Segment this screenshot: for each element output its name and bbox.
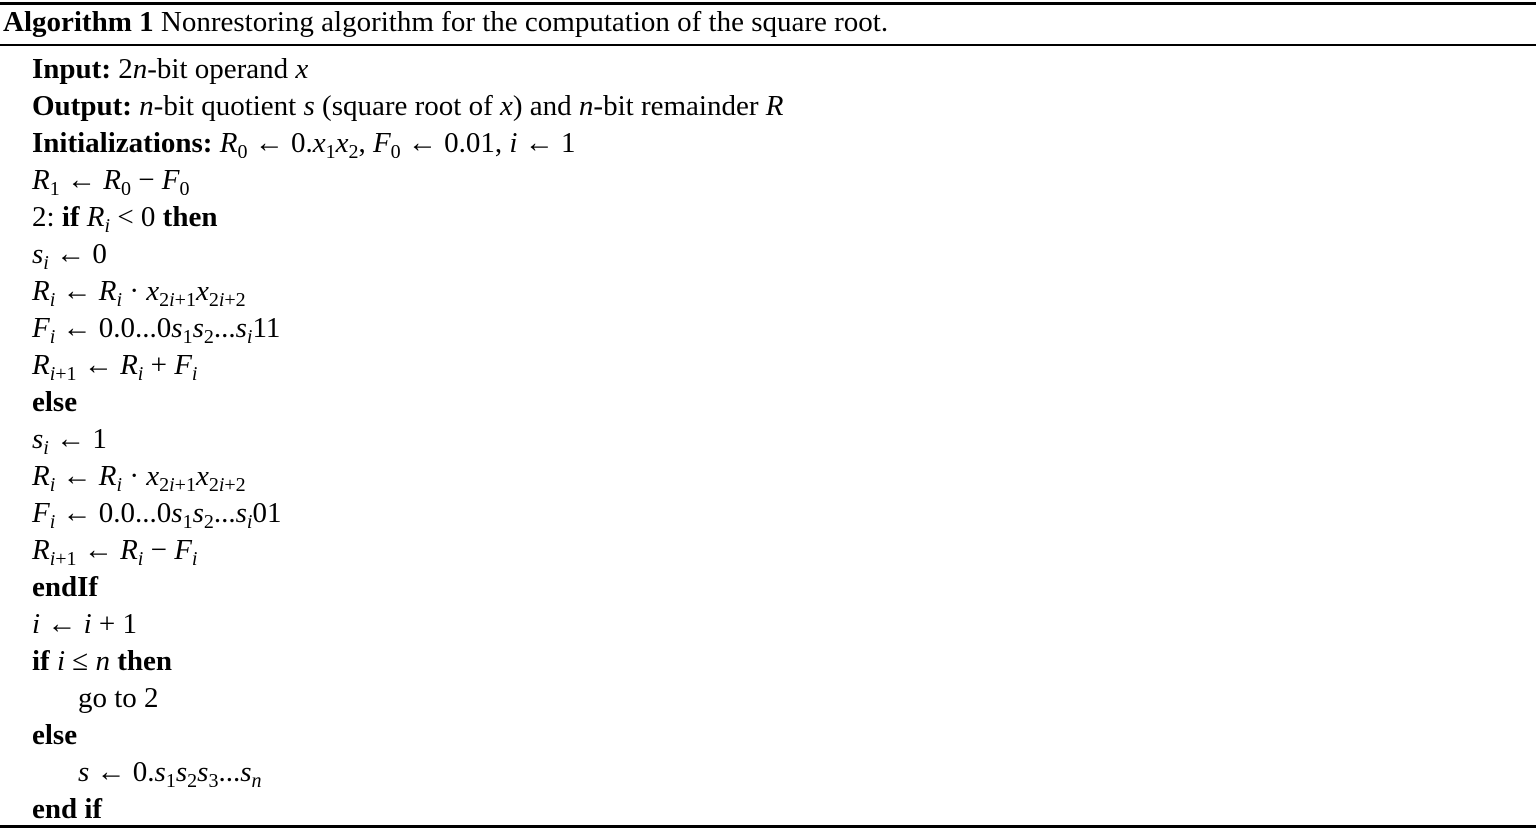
line-si-zero: $s_i$ ← 0 [32,238,107,274]
line-else-1: else [32,386,78,418]
line-fi-11: $F_i$ ← $0.0...0s_1s_2...s_i11$ [32,312,281,348]
init-expr: $R_0$ ← $0.x_1x_2$, $F_0$ ← 0.01, i ← 1 [219,127,576,163]
line-fi-01: $F_i$ ← $0.0...0s_1s_2...s_i01$ [32,497,282,533]
keyword-output: Output: [32,90,132,122]
step-label-2: 2: [32,201,55,233]
line-else-2: else [32,719,78,751]
line-input [32,51,308,87]
line-si-one: $s_i$ ← 1 [32,423,107,459]
line-initializations [32,125,575,161]
caption-text: Nonrestoring algorithm for the computation of the square root. [160,6,889,38]
keyword-input: Input: [32,53,111,85]
line-r1-init: $R_1$ ← $R_0 - F_0$ [32,164,190,200]
line-end-if: end if [32,793,103,825]
keyword-initializations: Initializations: [32,127,213,159]
keyword-if: if [61,201,80,233]
keyword-then: then [162,201,218,233]
line-ri-minus-fi: $R_{i+1}$ ← $R_i - F_i$ [32,534,198,570]
line-endif: endIf [32,571,99,603]
line-ri-shift-a: $R_i$ ← $R_i \cdot x_{2i+1}x_{2i+2}$ [32,275,246,311]
keyword-if-2: if [32,645,50,677]
line-increment-i: i ← i + 1 [32,608,137,640]
caption-label: Algorithm 1 [3,6,154,38]
keyword-then-2: then [117,645,172,677]
caption-rule [0,44,1536,46]
algorithm-caption [3,3,888,41]
output-desc: n-bit quotient s (square root of x) and n-bit remainder R [139,90,784,122]
input-desc: 2n-bit operand x [118,53,309,85]
line-goto-2: go to 2 [78,682,159,714]
line-output [32,88,783,124]
line-ri-shift-b: $R_i$ ← $R_i \cdot x_{2i+1}x_{2i+2}$ [32,460,246,496]
line-if-i-le-n: if i ≤ n then [32,645,172,677]
line-ri-plus-fi: $R_{i+1}$ ← $R_i + F_i$ [32,349,198,385]
line-if-ri-negative: 2: if $R_i < 0$ then [32,201,218,237]
line-s-result: s ← $0.s_1s_2s_3...s_n$ [78,756,262,792]
